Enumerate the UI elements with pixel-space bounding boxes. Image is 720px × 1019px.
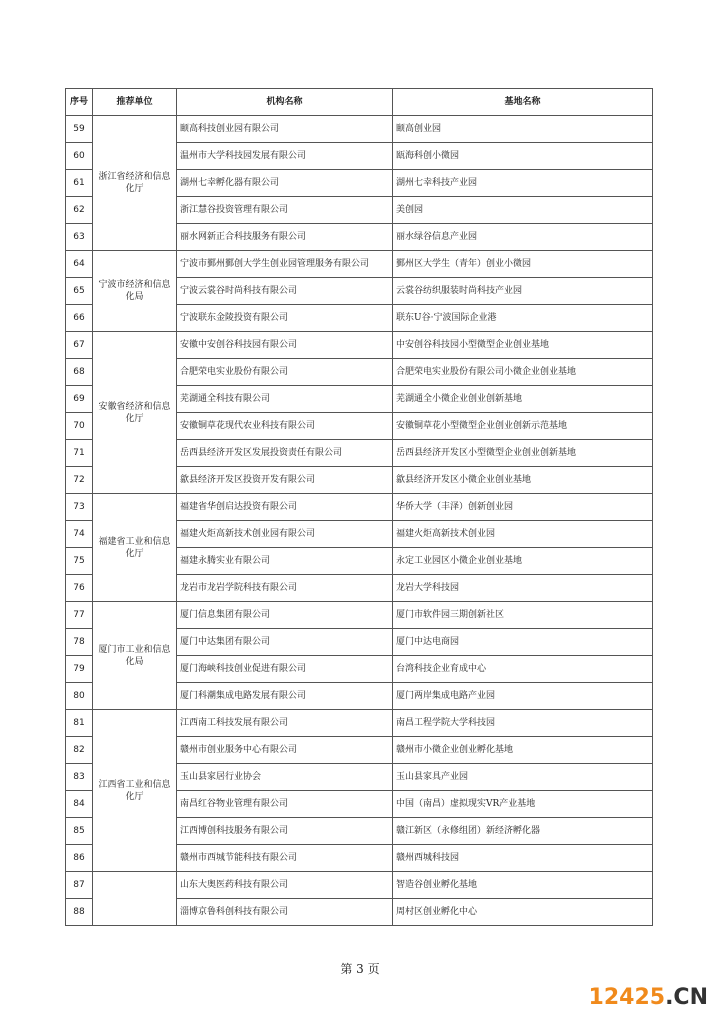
recommending-unit: 厦门市工业和信息化局 [93,602,177,710]
org-name: 厦门科潮集成电路发展有限公司 [177,683,393,710]
base-name: 联东U谷·宁波国际企业港 [393,305,653,332]
watermark-suffix: .CN [665,985,708,1010]
org-name: 宁波市鄞州鄞创大学生创业园管理服务有限公司 [177,251,393,278]
org-name: 南昌红谷物业管理有限公司 [177,791,393,818]
base-name: 合肥荣电实业股份有限公司小微企业创业基地 [393,359,653,386]
row-no: 74 [66,521,93,548]
table-row [66,116,653,143]
org-name: 淄博京鲁科创科技有限公司 [177,899,393,926]
base-name: 湖州七幸科技产业园 [393,170,653,197]
base-name: 云裳谷纺织服装时尚科技产业园 [393,278,653,305]
recommending-unit: 福建省工业和信息化厅 [93,494,177,602]
row-no: 59 [66,116,93,143]
base-name: 周村区创业孵化中心 [393,899,653,926]
header-org: 机构名称 [177,89,393,116]
row-no: 61 [66,170,93,197]
base-name: 台湾科技企业育成中心 [393,656,653,683]
org-name: 宁波联东金陵投资有限公司 [177,305,393,332]
header-no: 序号 [66,89,93,116]
table-row [66,251,653,278]
header-unit: 推荐单位 [93,89,177,116]
row-no: 75 [66,548,93,575]
org-name: 岳西县经济开发区发展投资责任有限公司 [177,440,393,467]
row-no: 69 [66,386,93,413]
org-name: 安徽中安创谷科技园有限公司 [177,332,393,359]
org-name: 山东大奥医药科技有限公司 [177,872,393,899]
base-name: 岳西县经济开发区小型微型企业创业创新基地 [393,440,653,467]
base-name: 丽水绿谷信息产业园 [393,224,653,251]
org-name: 宁波云裳谷时尚科技有限公司 [177,278,393,305]
base-name: 智造谷创业孵化基地 [393,872,653,899]
org-name: 龙岩市龙岩学院科技有限公司 [177,575,393,602]
org-name: 湖州七幸孵化器有限公司 [177,170,393,197]
org-name: 浙江慧谷投资管理有限公司 [177,197,393,224]
row-no: 86 [66,845,93,872]
org-name: 厦门信息集团有限公司 [177,602,393,629]
org-name: 合肥荣电实业股份有限公司 [177,359,393,386]
base-name: 华侨大学（丰泽）创新创业园 [393,494,653,521]
table-row [66,872,653,899]
base-name: 南昌工程学院大学科技园 [393,710,653,737]
base-name: 芜湖通全小微企业创业创新基地 [393,386,653,413]
row-no: 82 [66,737,93,764]
row-no: 79 [66,656,93,683]
base-name: 赣江新区（永修组团）新经济孵化器 [393,818,653,845]
header-base: 基地名称 [393,89,653,116]
base-name: 厦门中达电商园 [393,629,653,656]
recommending-unit: 宁波市经济和信息化局 [93,251,177,332]
row-no: 87 [66,872,93,899]
row-no: 68 [66,359,93,386]
org-name: 厦门海峡科技创业促进有限公司 [177,656,393,683]
institution-table [65,88,653,926]
row-no: 67 [66,332,93,359]
org-name: 颐高科技创业园有限公司 [177,116,393,143]
base-name: 赣州市小微企业创业孵化基地 [393,737,653,764]
table-header-row [66,89,653,116]
recommending-unit [93,872,177,926]
row-no: 81 [66,710,93,737]
row-no: 73 [66,494,93,521]
table-row [66,332,653,359]
row-no: 83 [66,764,93,791]
org-name: 赣州市西城节能科技有限公司 [177,845,393,872]
row-no: 71 [66,440,93,467]
table-body [66,116,653,926]
base-name: 福建火炬高新技术创业园 [393,521,653,548]
base-name: 颐高创业园 [393,116,653,143]
org-name: 福建永腾实业有限公司 [177,548,393,575]
row-no: 64 [66,251,93,278]
table-row [66,602,653,629]
base-name: 赣州西城科技园 [393,845,653,872]
base-name: 歙县经济开发区小微企业创业基地 [393,467,653,494]
base-name: 永定工业园区小微企业创业基地 [393,548,653,575]
org-name: 赣州市创业服务中心有限公司 [177,737,393,764]
base-name: 厦门两岸集成电路产业园 [393,683,653,710]
row-no: 85 [66,818,93,845]
recommending-unit: 安徽省经济和信息化厅 [93,332,177,494]
org-name: 江西博创科技服务有限公司 [177,818,393,845]
row-no: 76 [66,575,93,602]
org-name: 厦门中达集团有限公司 [177,629,393,656]
base-name: 中国（南昌）虚拟现实VR产业基地 [393,791,653,818]
row-no: 63 [66,224,93,251]
recommending-unit: 江西省工业和信息化厅 [93,710,177,872]
base-name: 美创园 [393,197,653,224]
base-name: 中安创谷科技园小型微型企业创业基地 [393,332,653,359]
org-name: 福建火炬高新技术创业园有限公司 [177,521,393,548]
row-no: 60 [66,143,93,170]
base-name: 玉山县家具产业园 [393,764,653,791]
org-name: 歙县经济开发区投资开发有限公司 [177,467,393,494]
base-name: 瓯海科创小微园 [393,143,653,170]
org-name: 丽水网新正合科技服务有限公司 [177,224,393,251]
site-watermark [589,985,708,1010]
row-no: 72 [66,467,93,494]
base-name: 龙岩大学科技园 [393,575,653,602]
org-name: 芜湖通全科技有限公司 [177,386,393,413]
row-no: 70 [66,413,93,440]
row-no: 80 [66,683,93,710]
row-no: 84 [66,791,93,818]
org-name: 安徽铜草花现代农业科技有限公司 [177,413,393,440]
recommending-unit: 浙江省经济和信息化厅 [93,116,177,251]
row-no: 77 [66,602,93,629]
base-name: 厦门市软件园三期创新社区 [393,602,653,629]
org-name: 福建省华创启达投资有限公司 [177,494,393,521]
base-name: 鄞州区大学生（青年）创业小微园 [393,251,653,278]
org-name: 江西南工科技发展有限公司 [177,710,393,737]
row-no: 66 [66,305,93,332]
table-row [66,494,653,521]
row-no: 88 [66,899,93,926]
watermark-digits: 12425 [588,985,666,1010]
row-no: 65 [66,278,93,305]
row-no: 78 [66,629,93,656]
page-number: 第 3 页 [340,962,380,976]
org-name: 玉山县家居行业协会 [177,764,393,791]
org-name: 温州市大学科技园发展有限公司 [177,143,393,170]
row-no: 62 [66,197,93,224]
table-row [66,710,653,737]
base-name: 安徽铜草花小型微型企业创业创新示范基地 [393,413,653,440]
